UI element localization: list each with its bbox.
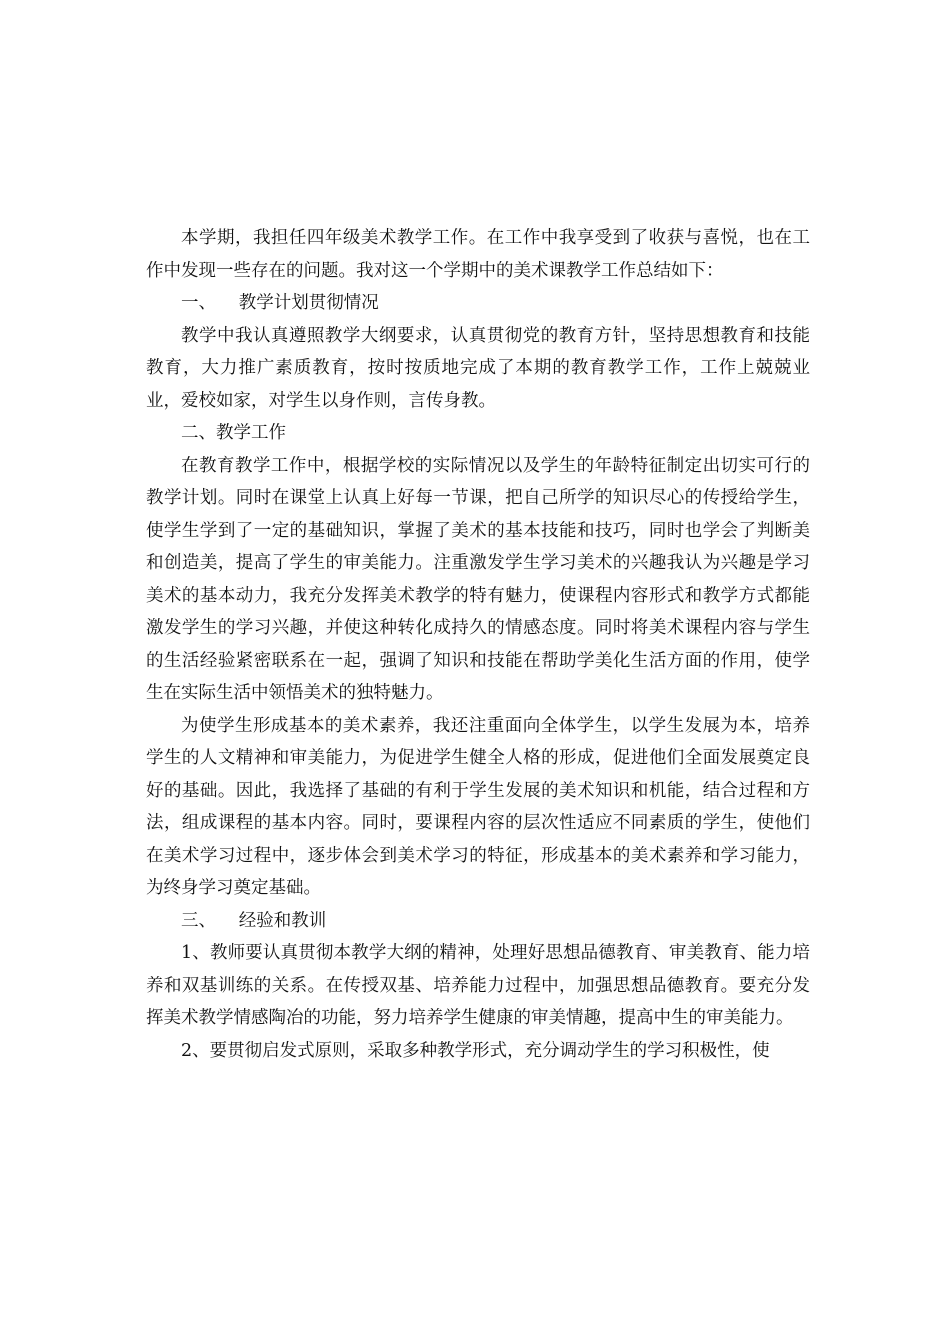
intro-paragraph: 本学期，我担任四年级美术教学工作。在工作中我享受到了收获与喜悦，也在工作中发现一些存在的问题。我对这一个学期中的美术课教学工作总结如下： <box>146 228 810 281</box>
section-number: 一、 <box>181 293 216 313</box>
body-paragraph: 为使学生形成基本的美术素养，我还注重面向全体学生，以学生发展为本，培养学生的人文精神和审美能力，为促进学生健全人格的形成，促进他们全面发展奠定良好的基础。因此，我选择了基础的有利于学生发展的美术知识和机能，结合过程和方法，组成课程的基本内容。同时，要课程内容的层次性适应不同素质的学生，使他们在美术学习过程中，逐步体会到美术学习的特征，形成基本的美术素养和学习能力，为终身学习奠定基础。 <box>146 715 810 898</box>
body-paragraph: 1、教师要认真贯彻本教学大纲的精神，处理好思想品德教育、审美教育、能力培养和双基训练的关系。在传授双基、培养能力过程中，加强思想品德教育。要充分发挥美术教学情感陶冶的功能，努力培养学生健康的审美情趣，提高中生的审美能力。 <box>146 943 810 1028</box>
section-number: 三、 <box>181 910 216 931</box>
section-title: 教学计划贯彻情况 <box>238 293 379 313</box>
section-title: 经验和教训 <box>238 910 327 931</box>
body-paragraph: 在教育教学工作中，根据学校的实际情况以及学生的年龄特征制定出切实可行的教学计划。同时在课堂上认真上好每一节课，把自己所学的知识尽心的传授给学生，使学生学到了一定的基础知识，掌握了美术的基本技能和技巧，同时也学会了判断美和创造美，提高了学生的审美能力。注重激发学生学习美术的兴趣我认为兴趣是学习美术的基本动力，我充分发挥美术教学的特有魅力，使课程内容形式和教学方式都能激发学生的学习兴趣，并使这种转化成持久的情感态度。同时将美术课程内容与学生的生活经验紧密联系在一起，强调了知识和技能在帮助学美化生活方面的作用，使学生在实际生活中领悟美术的独特魅力。 <box>146 455 810 703</box>
body-paragraph: 教学中我认真遵照教学大纲要求，认真贯彻党的教育方针，坚持思想教育和技能教育，大力推广素质教育，按时按质地完成了本期的教育教学工作，工作上兢兢业业，爱校如家，对学生以身作则，言传身教。 <box>146 325 810 411</box>
section-heading-3 <box>146 905 810 938</box>
body-paragraph: 2、要贯彻启发式原则，采取多种教学形式，充分调动学生的学习积极性，使 <box>181 1040 770 1061</box>
section-heading-2: 二、教学工作 <box>181 423 286 443</box>
document-body <box>146 222 810 1067</box>
section-heading-1 <box>146 287 810 320</box>
